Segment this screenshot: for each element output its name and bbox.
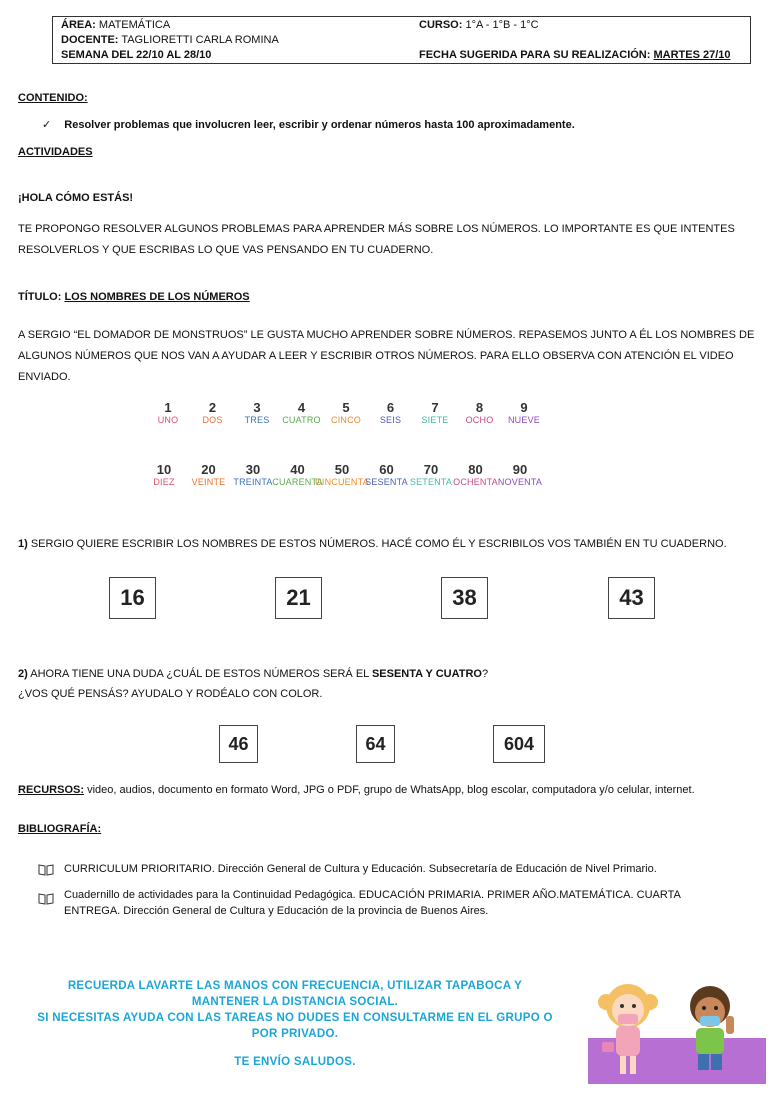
q2-line-2: ¿VOS QUÉ PENSÁS? AYUDALO Y RODÉALO CON COLOR. <box>18 688 323 700</box>
number-digit: 30 <box>245 462 261 477</box>
contenido-text: Resolver problemas que involucren leer, escribir y ordenar números hasta 100 aproximadamente. <box>64 119 575 131</box>
number-word: SETENTA <box>409 477 453 487</box>
docente-line <box>61 33 279 48</box>
number-name-cell <box>494 400 554 425</box>
actividades-heading: ACTIVIDADES <box>18 146 93 158</box>
number-word: SIETE <box>421 415 449 425</box>
book-icon <box>38 893 54 905</box>
fecha-value: MARTES 27/10 <box>653 49 731 61</box>
number-digit: 40 <box>290 462 305 477</box>
bibliografia-heading: BIBLIOGRAFÍA: <box>18 823 102 835</box>
bibliografia-item-2: Cuadernillo de actividades para la Continuidad Pedagógica. EDUCACIÓN PRIMARIA. PRIMER AÑO.MATEMÁTICA. CUARTA ENTREGA. Dirección General de Cultura y Educación de la provincia de Buenos Aires. <box>64 889 681 917</box>
intro-paragraph: TE PROPONGO RESOLVER ALGUNOS PROBLEMAS PARA APRENDER MÁS SOBRE LOS NÚMEROS. LO IMPORTANTE ES QUE INTENTES RESOLVERLOS Y QUE ESCRIBAS LO QUE VAS PENSANDO EN TU CUADERNO. <box>18 223 735 256</box>
number-digit: 5 <box>342 400 350 415</box>
bibliografia-item-1: CURRICULUM PRIORITARIO. Dirección General de Cultura y Educación. Subsecretaría de Educación de Nivel Primario. <box>64 863 657 875</box>
q2-line <box>18 664 488 684</box>
recursos-line <box>18 780 695 800</box>
sergio-paragraph: A SERGIO “EL DOMADOR DE MONSTRUOS” LE GUSTA MUCHO APRENDER SOBRE NÚMEROS. REPASEMOS JUNTO A ÉL LOS NOMBRES DE ALGUNOS NÚMEROS QUE NOS VAN A AYUDAR A LEER Y ESCRIBIR OTROS NÚMEROS. PARA ELLO OBSERVA CON ATENCIÓN EL VIDEO ENVIADO. <box>18 329 755 383</box>
number-digit: 80 <box>468 462 483 477</box>
number-name-cell <box>490 462 550 487</box>
footer-line-4: POR PRIVADO. <box>251 1028 339 1040</box>
number-word: NUEVE <box>507 415 540 425</box>
contenido-heading: CONTENIDO: <box>18 92 88 104</box>
number-digit: 8 <box>475 400 484 415</box>
curso-value: 1°A - 1°B - 1°C <box>465 19 539 31</box>
q1-box-1: 16 <box>109 577 156 619</box>
q2-text-a: AHORA TIENE UNA DUDA ¿CUÁL DE ESTOS NÚMEROS SERÁ EL <box>30 668 369 680</box>
number-digit: 9 <box>520 400 528 415</box>
footer-line-1: RECUERDA LAVARTE LAS MANOS CON FRECUENCIA, UTILIZAR TAPABOCA Y <box>67 980 523 992</box>
number-digit: 90 <box>512 462 528 477</box>
number-digit: 60 <box>379 462 394 477</box>
area-value: MATEMÁTICA <box>98 19 171 31</box>
number-digit: 10 <box>156 462 172 477</box>
titulo-label: TÍTULO: <box>18 291 62 303</box>
recursos-text: video, audios, documento en formato Word, JPG o PDF, grupo de WhatsApp, blog escolar, computadora y/o celular, internet. <box>87 784 695 796</box>
number-word: NOVENTA <box>497 477 543 487</box>
titulo-line <box>18 287 250 307</box>
fecha-line <box>419 48 731 63</box>
q2-text-b: ? <box>481 668 489 680</box>
number-word: CUARENTA <box>272 477 323 487</box>
q1-box-4: 43 <box>608 577 655 619</box>
checkmark-icon: ✓ <box>42 119 52 131</box>
q2-box-3: 604 <box>493 725 545 763</box>
curso-label: CURSO: <box>419 19 463 31</box>
q1-number: 1) <box>18 538 28 550</box>
number-digit: 4 <box>297 400 306 415</box>
contenido-item <box>42 115 575 135</box>
number-word: SEIS <box>379 415 402 425</box>
number-word: TREINTA <box>233 477 273 487</box>
number-word: VEINTE <box>191 477 226 487</box>
number-digit: 6 <box>386 400 395 415</box>
number-word: DIEZ <box>153 477 175 487</box>
fecha-label: FECHA SUGERIDA PARA SU REALIZACIÓN: <box>419 49 651 61</box>
number-digit: 50 <box>334 462 350 477</box>
q2-box-1: 46 <box>219 725 258 763</box>
q1-text: SERGIO QUIERE ESCRIBIR LOS NOMBRES DE ESTOS NÚMEROS. HACÉ COMO ÉL Y ESCRIBILOS VOS TAMBIÉN EN TU CUADERNO. <box>30 538 727 550</box>
book-icon <box>38 864 54 876</box>
area-label: ÁREA: <box>61 19 96 31</box>
q2-box-2: 64 <box>356 725 395 763</box>
footer-line-5: TE ENVÍO SALUDOS. <box>234 1056 356 1068</box>
curso-line <box>419 18 539 33</box>
number-digit: 70 <box>423 462 439 477</box>
number-word: CUATRO <box>282 415 321 425</box>
q1-line <box>18 534 727 554</box>
number-digit: 3 <box>253 400 261 415</box>
footer-line-2: MANTENER LA DISTANCIA SOCIAL. <box>191 996 399 1008</box>
area-line <box>61 18 170 33</box>
footer-message <box>10 978 580 1070</box>
number-digit: 20 <box>201 462 216 477</box>
q2-text-bold: SESENTA Y CUATRO <box>371 668 482 680</box>
semana-line: SEMANA DEL 22/10 AL 28/10 <box>61 49 212 61</box>
number-word: UNO <box>157 415 179 425</box>
header-box <box>52 16 751 64</box>
number-word: TRES <box>244 415 270 425</box>
number-names-table <box>140 400 640 500</box>
number-word: CINCUENTA <box>315 477 369 487</box>
titulo-value: LOS NOMBRES DE LOS NÚMEROS <box>64 291 250 303</box>
q2-number: 2) <box>18 668 28 680</box>
number-digit: 2 <box>208 400 217 415</box>
number-word: DOS <box>202 415 223 425</box>
docente-label: DOCENTE: <box>61 34 119 46</box>
number-digit: 7 <box>431 400 439 415</box>
number-word: OCHO <box>465 415 494 425</box>
recursos-label: RECURSOS: <box>18 784 85 796</box>
number-word: SESENTA <box>365 477 408 487</box>
number-digit: 1 <box>164 400 172 415</box>
footer-line-3: SI NECESITAS AYUDA CON LAS TAREAS NO DUDES EN CONSULTARME EN EL GRUPO O <box>37 1012 553 1024</box>
kids-with-masks-illustration <box>588 976 766 1084</box>
docente-value: TAGLIORETTI CARLA ROMINA <box>121 34 279 46</box>
greeting: ¡HOLA CÓMO ESTÁS! <box>18 192 134 204</box>
q1-box-3: 38 <box>441 577 488 619</box>
q1-box-2: 21 <box>275 577 322 619</box>
number-word: CINCO <box>331 415 361 425</box>
number-word: OCHENTA <box>453 477 498 487</box>
